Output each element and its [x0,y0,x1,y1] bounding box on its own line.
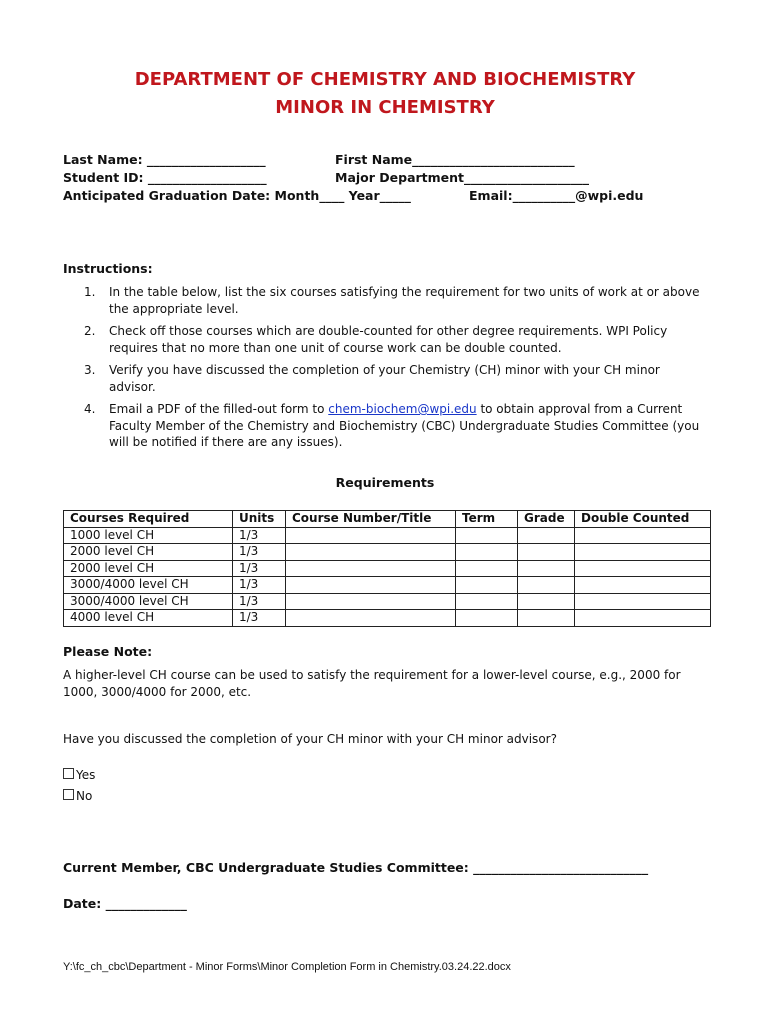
term-cell[interactable] [456,577,518,594]
instructions-list [63,284,709,457]
graduation-date-field[interactable]: Anticipated Graduation Date: Month____ Year_____ [63,188,411,203]
student-id-field[interactable]: Student ID: ___________________ [63,170,267,185]
please-note-text: A higher-level CH course can be used to satisfy the requirement for a lower-level course, e.g., 2000 for 1000, 3000/4000 for 2000, etc. [63,668,681,699]
grade-cell[interactable] [518,527,575,544]
double-counted-cell[interactable] [575,527,711,544]
course-required-cell: 3000/4000 level CH [64,593,233,610]
instruction-item: 4. Email a PDF of the filled-out form to chem-biochem@wpi.edu to obtain approval from a Current Faculty Member of the Chemistry and Biochemistry (CBC) Undergraduate Studies Committee (you will be notified if there are any issues). [84,402,700,449]
double-counted-cell[interactable] [575,560,711,577]
term-cell[interactable] [456,593,518,610]
column-header: Units [233,511,286,528]
course-number-cell[interactable] [286,610,456,627]
column-header: Term [456,511,518,528]
units-cell: 1/3 [233,560,286,577]
document-title [0,66,770,122]
units-cell: 1/3 [233,577,286,594]
course-number-cell[interactable] [286,544,456,561]
no-option[interactable] [63,788,92,805]
column-header: Grade [518,511,575,528]
instruction-item: 2. Check off those courses which are double-counted for other degree requirements. WPI Policy requires that no more than one unit of course work can be double counted. [84,324,668,355]
instructions-heading: Instructions: [63,261,153,276]
double-counted-cell[interactable] [575,544,711,561]
grade-cell[interactable] [518,560,575,577]
course-required-cell: 3000/4000 level CH [64,577,233,594]
student-info-fields [63,151,644,205]
grade-cell[interactable] [518,593,575,610]
committee-signature-field[interactable]: Current Member, CBC Undergraduate Studies Committee: ____________________________ [63,860,649,875]
table-row [64,527,711,544]
table-row [64,610,711,627]
no-checkbox[interactable] [63,789,74,800]
instruction-item: 1. In the table below, list the six courses satisfying the requirement for two units of work at or above the appropriate level. [84,285,700,316]
please-note-heading: Please Note: [63,644,153,659]
units-cell: 1/3 [233,544,286,561]
date-field[interactable]: Date: _____________ [63,896,187,911]
no-label: No [76,789,93,803]
grade-cell[interactable] [518,610,575,627]
table-row [64,544,711,561]
requirements-table [63,510,711,627]
yes-option[interactable] [63,767,95,784]
instruction-item: 3. Verify you have discussed the completion of your Chemistry (CH) minor with your CH minor advisor. [84,363,660,394]
double-counted-cell[interactable] [575,593,711,610]
first-name-field[interactable]: First Name__________________________ [335,152,575,167]
double-counted-cell[interactable] [575,577,711,594]
course-number-cell[interactable] [286,527,456,544]
column-header: Courses Required [64,511,233,528]
table-row [64,593,711,610]
course-required-cell: 4000 level CH [64,610,233,627]
email-field[interactable]: Email:__________@wpi.edu [469,188,644,203]
course-number-cell[interactable] [286,577,456,594]
major-department-field[interactable]: Major Department____________________ [335,170,590,185]
term-cell[interactable] [456,527,518,544]
grade-cell[interactable] [518,544,575,561]
column-header: Course Number/Title [286,511,456,528]
course-required-cell: 2000 level CH [64,560,233,577]
email-link[interactable]: chem-biochem@wpi.edu [328,402,477,416]
footer-file-path: Y:\fc_ch_cbc\Department - Minor Forms\Minor Completion Form in Chemistry.03.24.22.docx [63,961,511,973]
table-header-row [64,511,711,528]
units-cell: 1/3 [233,527,286,544]
course-number-cell[interactable] [286,593,456,610]
units-cell: 1/3 [233,610,286,627]
course-required-cell: 1000 level CH [64,527,233,544]
double-counted-cell[interactable] [575,610,711,627]
column-header: Double Counted [575,511,711,528]
advisor-question: Have you discussed the completion of your CH minor with your CH minor advisor? [63,732,557,746]
table-row [64,577,711,594]
course-number-cell[interactable] [286,560,456,577]
yes-label: Yes [76,768,96,782]
requirements-heading: Requirements [335,475,435,490]
course-required-cell: 2000 level CH [64,544,233,561]
last-name-field[interactable]: Last Name: ___________________ [63,152,266,167]
term-cell[interactable] [456,560,518,577]
grade-cell[interactable] [518,577,575,594]
yes-checkbox[interactable] [63,768,74,779]
title-line-1: DEPARTMENT OF CHEMISTRY AND BIOCHEMISTRY [134,69,636,90]
term-cell[interactable] [456,610,518,627]
term-cell[interactable] [456,544,518,561]
table-row [64,560,711,577]
title-line-2: MINOR IN CHEMISTRY [275,97,495,118]
units-cell: 1/3 [233,593,286,610]
